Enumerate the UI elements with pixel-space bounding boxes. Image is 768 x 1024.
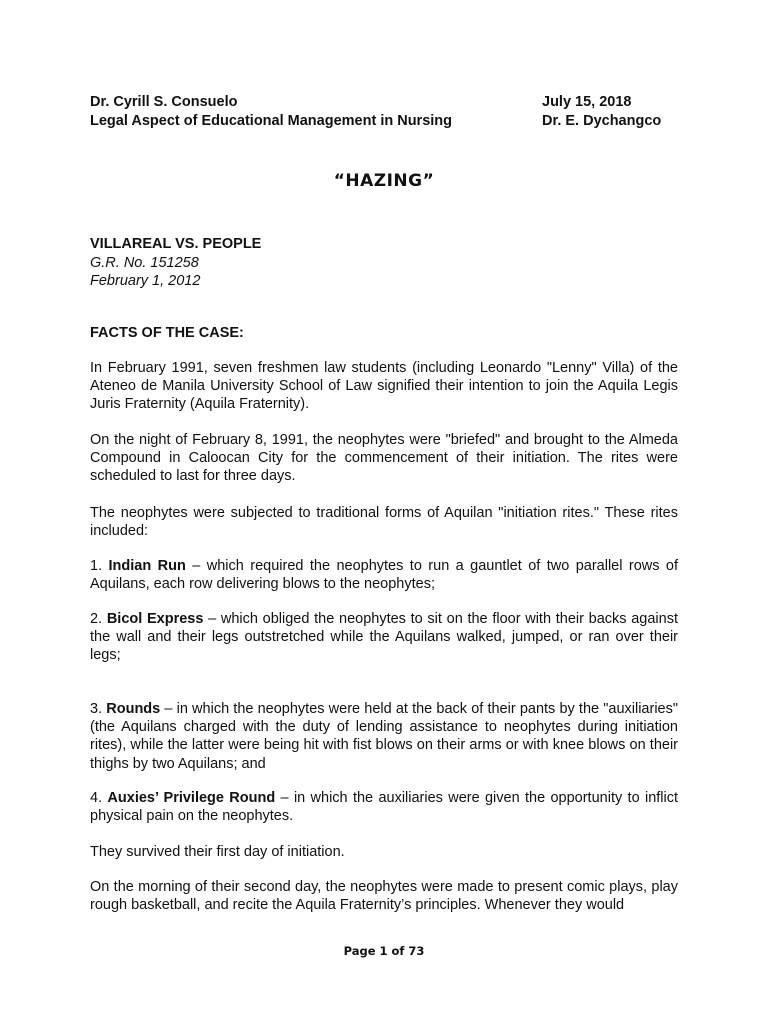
author-name: Dr. Cyrill S. Consuelo [90, 94, 238, 110]
list-number: 4. [90, 790, 108, 806]
list-number: 1. [90, 558, 109, 574]
page-number: Page 1 of 73 [343, 944, 425, 958]
facts-heading: FACTS OF THE CASE: [90, 325, 244, 341]
case-name: VILLAREAL VS. PEOPLE [90, 236, 262, 252]
case-gr-number: G.R. No. 151258 [90, 254, 199, 271]
list-item-indian-run [90, 557, 678, 593]
paragraph-second-day: On the morning of their second day, the neophytes were made to present comic plays, play rough basketball, and recite the Aquila Fraternity’s principles. Whenever they would [90, 879, 678, 914]
list-number: 3. [90, 701, 107, 717]
document-title: “HAZING” [333, 171, 435, 191]
paragraph-first-day: They survived their first day of initiation. [90, 844, 345, 860]
rite-name: Auxies’ Privilege Round [107, 790, 276, 806]
rite-description: – which required the neophytes to run a gauntlet of two parallel rows of Aquilans, each row delivering blows to the neophytes; [90, 558, 679, 593]
case-citation [90, 235, 261, 291]
rite-description: – in which the neophytes were held at the back of their pants by the "auxiliaries" (the Aquilans charged with the duty of lending assistance to neophytes during initiation rites), while the latter were being hit with fist blows on their arms or with knee blows on their thighs by two Aquilans; and [90, 701, 679, 772]
paragraph-briefing: On the night of February 8, 1991, the neophytes were "briefed" and brought to the Almeda Compound in Caloocan City for the commencement of their initiation. The rites were scheduled to last for three days. [90, 432, 678, 485]
paragraph-intro: In February 1991, seven freshmen law students (including Leonardo "Lenny" Villa) of the Ateneo de Manila University School of Law signified their intention to join the Aquila Legis Juris Fraternity (Aquila Fraternity). [90, 360, 678, 413]
rite-name: Bicol Express [106, 611, 204, 627]
course-title: Legal Aspect of Educational Management in Nursing [90, 113, 453, 129]
rite-name: Indian Run [108, 558, 186, 574]
rite-description: – which obliged the neophytes to sit on the floor with their backs against the wall and their legs outstretched while the Aquilans walked, jumped, or ran over their legs; [90, 611, 678, 664]
document-date: July 15, 2018 [542, 94, 632, 110]
rite-description: – in which the auxiliaries were given the opportunity to inflict physical pain on the neophytes. [90, 790, 679, 825]
paragraph-rites-intro: The neophytes were subjected to traditional forms of Aquilan "initiation rites." These rites included: [90, 505, 678, 540]
rite-name: Rounds [106, 701, 161, 717]
list-item-bicol-express [90, 610, 678, 665]
instructor-name: Dr. E. Dychangco [542, 113, 662, 129]
list-number: 2. [90, 611, 107, 627]
list-item-rounds [90, 700, 678, 773]
case-date: February 1, 2012 [90, 273, 201, 289]
list-item-auxies-privilege-round [90, 789, 678, 825]
